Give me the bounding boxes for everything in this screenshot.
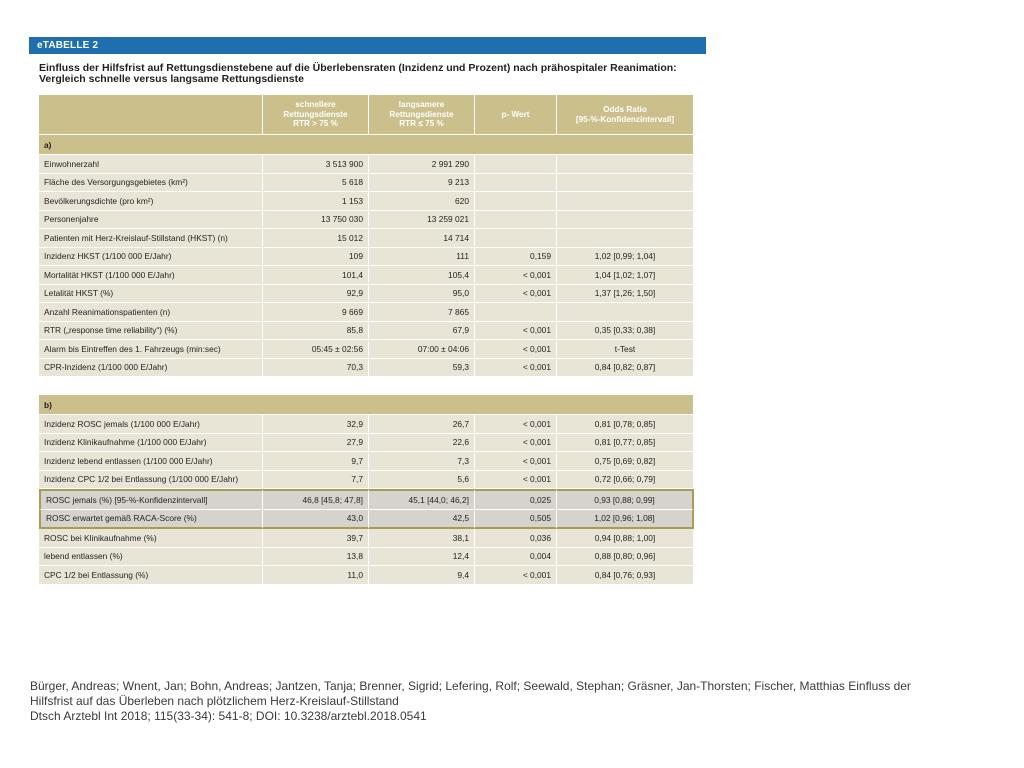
cell-p-value: < 0,001 [475,471,557,490]
row-label: ROSC bei Klinikaufnahme (%) [39,529,263,548]
table-row [39,415,694,434]
citation-line2: Hilfsfrist auf das Überleben nach plötzlichem Herz-Kreislauf-Stillstand [30,694,399,708]
cell-p-value: < 0,001 [475,266,557,285]
table-row [39,174,694,193]
cell-p-value: < 0,001 [475,322,557,341]
cell-odds-ratio: 0,84 [0,76; 0,93] [557,566,694,585]
cell-p-value: < 0,001 [475,359,557,378]
header-odds-ratio: Odds Ratio [95-%-Konfidenzintervall] [557,95,694,135]
row-label: CPC 1/2 bei Entlassung (%) [39,566,263,585]
table-label: eTABELLE 2 [29,37,706,54]
cell-odds-ratio: 1,02 [0,96; 1,08] [557,510,694,530]
cell-fast: 92,9 [263,285,369,304]
row-label: Alarm bis Eintreffen des 1. Fahrzeugs (min:sec) [39,340,263,359]
cell-fast: 43,0 [263,510,369,530]
row-label: Fläche des Versorgungsgebietes (km²) [39,174,263,193]
cell-p-value: < 0,001 [475,434,557,453]
cell-slow: 111 [369,248,475,267]
row-label: Letalität HKST (%) [39,285,263,304]
cell-odds-ratio: t-Test [557,340,694,359]
cell-slow: 26,7 [369,415,475,434]
cell-p-value [475,174,557,193]
cell-p-value: 0,505 [475,510,557,530]
cell-odds-ratio [557,192,694,211]
header-fast: schnellere Rettungsdienste RTR > 75 % [263,95,369,135]
cell-fast: 11,0 [263,566,369,585]
cell-slow: 45,1 [44,0; 46,2] [369,489,475,510]
cell-slow: 38,1 [369,529,475,548]
cell-fast: 7,7 [263,471,369,490]
table-row [39,285,694,304]
cell-odds-ratio: 0,81 [0,78; 0,85] [557,415,694,434]
cell-slow: 7 865 [369,303,475,322]
cell-slow: 12,4 [369,548,475,567]
data-table [39,95,694,585]
table-row [39,266,694,285]
row-label: Personenjahre [39,211,263,230]
row-label: Patienten mit Herz-Kreislauf-Stillstand (HKST) (n) [39,229,263,248]
row-label: ROSC jemals (%) [95-%-Konfidenzintervall] [39,489,263,510]
row-label: Inzidenz lebend entlassen (1/100 000 E/Jahr) [39,452,263,471]
row-label: Inzidenz Klinikaufnahme (1/100 000 E/Jahr) [39,434,263,453]
table-row [39,303,694,322]
row-label: Inzidenz HKST (1/100 000 E/Jahr) [39,248,263,267]
row-label: Bevölkerungsdichte (pro km²) [39,192,263,211]
row-label: Mortalität HKST (1/100 000 E/Jahr) [39,266,263,285]
row-label: Einwohnerzahl [39,155,263,174]
section-spacer [39,377,694,395]
cell-p-value: 0,004 [475,548,557,567]
row-label: CPR-Inzidenz (1/100 000 E/Jahr) [39,359,263,378]
table-row [39,229,694,248]
cell-slow: 9 213 [369,174,475,193]
cell-p-value: < 0,001 [475,340,557,359]
cell-odds-ratio [557,303,694,322]
cell-fast: 39,7 [263,529,369,548]
citation [30,679,990,724]
cell-fast: 109 [263,248,369,267]
row-label: Anzahl Reanimationspatienten (n) [39,303,263,322]
cell-slow: 9,4 [369,566,475,585]
cell-p-value: < 0,001 [475,566,557,585]
cell-slow: 7,3 [369,452,475,471]
cell-odds-ratio: 0,94 [0,88; 1,00] [557,529,694,548]
cell-p-value [475,211,557,230]
cell-odds-ratio: 0,84 [0,82; 0,87] [557,359,694,378]
cell-p-value: 0,159 [475,248,557,267]
cell-fast: 9 669 [263,303,369,322]
section-b-row [39,395,694,415]
cell-odds-ratio [557,174,694,193]
section-a-label: a) [39,135,694,155]
table-row [39,471,694,490]
cell-fast: 27,9 [263,434,369,453]
row-label: lebend entlassen (%) [39,548,263,567]
row-label: ROSC erwartet gemäß RACA-Score (%) [39,510,263,530]
cell-p-value [475,192,557,211]
cell-slow: 22,6 [369,434,475,453]
header-slow: langsamere Rettungsdienste RTR ≤ 75 % [369,95,475,135]
header-p-value: p- Wert [475,95,557,135]
cell-slow: 95,0 [369,285,475,304]
table-row [39,566,694,585]
table-row [39,489,694,510]
cell-fast: 85,8 [263,322,369,341]
cell-slow: 14 714 [369,229,475,248]
cell-odds-ratio: 0,93 [0,88; 0,99] [557,489,694,510]
cell-fast: 5 618 [263,174,369,193]
row-label: Inzidenz CPC 1/2 bei Entlassung (1/100 000 E/Jahr) [39,471,263,490]
cell-p-value: < 0,001 [475,415,557,434]
cell-odds-ratio [557,229,694,248]
cell-slow: 105,4 [369,266,475,285]
table-row [39,529,694,548]
cell-odds-ratio: 0,72 [0,66; 0,79] [557,471,694,490]
table-row [39,192,694,211]
cell-slow: 620 [369,192,475,211]
cell-slow: 07:00 ± 04:06 [369,340,475,359]
cell-fast: 05:45 ± 02:56 [263,340,369,359]
citation-line1: Bürger, Andreas; Wnent, Jan; Bohn, Andreas; Jantzen, Tanja; Brenner, Sigrid; Lefering, Rolf; Seewald, Stephan; Gräsner, Jan-Thorsten; Fischer, Matthias Einfluss der [30,679,911,693]
cell-slow: 2 991 290 [369,155,475,174]
cell-odds-ratio: 0,81 [0,77; 0,85] [557,434,694,453]
cell-p-value: < 0,001 [475,452,557,471]
table-figure [29,37,706,618]
table-row [39,548,694,567]
cell-p-value: 0,025 [475,489,557,510]
table-row [39,359,694,378]
cell-p-value [475,229,557,248]
cell-fast: 101,4 [263,266,369,285]
cell-slow: 59,3 [369,359,475,378]
header-empty [39,95,263,135]
table-row [39,452,694,471]
cell-slow: 13 259 021 [369,211,475,230]
section-a-row [39,135,694,155]
cell-fast: 3 513 900 [263,155,369,174]
table-title [29,54,706,92]
cell-slow: 5,6 [369,471,475,490]
cell-slow: 67,9 [369,322,475,341]
cell-fast: 1 153 [263,192,369,211]
table-title-line1: Einfluss der Hilfsfrist auf Rettungsdienstebene auf die Überlebensraten (Inzidenz und Prozent) nach prähospitaler Reanimation: [39,62,677,74]
table-row [39,322,694,341]
table-row [39,211,694,230]
cell-p-value: 0,036 [475,529,557,548]
cell-slow: 42,5 [369,510,475,530]
table-row [39,434,694,453]
cell-fast: 46,8 [45,8; 47,8] [263,489,369,510]
row-label: RTR („response time reliability“) (%) [39,322,263,341]
cell-odds-ratio [557,211,694,230]
citation-line3: Dtsch Arztebl Int 2018; 115(33-34): 541-8; DOI: 10.3238/arztebl.2018.0541 [30,709,427,723]
cell-p-value: < 0,001 [475,285,557,304]
cell-odds-ratio: 1,04 [1,02; 1,07] [557,266,694,285]
cell-fast: 9,7 [263,452,369,471]
cell-odds-ratio: 1,37 [1,26; 1,50] [557,285,694,304]
cell-p-value [475,155,557,174]
cell-fast: 15 012 [263,229,369,248]
table-title-line2: Vergleich schnelle versus langsame Rettungsdienste [39,73,304,85]
cell-fast: 13 750 030 [263,211,369,230]
cell-fast: 13,8 [263,548,369,567]
cell-odds-ratio: 1,02 [0,99; 1,04] [557,248,694,267]
table-row [39,248,694,267]
table-row [39,510,694,530]
cell-fast: 70,3 [263,359,369,378]
row-label: Inzidenz ROSC jemals (1/100 000 E/Jahr) [39,415,263,434]
cell-odds-ratio: 0,35 [0,33; 0,38] [557,322,694,341]
cell-odds-ratio [557,155,694,174]
section-b-label: b) [39,395,694,415]
cell-odds-ratio: 0,75 [0,69; 0,82] [557,452,694,471]
cell-p-value [475,303,557,322]
table-row [39,340,694,359]
table-row [39,155,694,174]
table-header-row [39,95,694,135]
cell-fast: 32,9 [263,415,369,434]
cell-odds-ratio: 0,88 [0,80; 0,96] [557,548,694,567]
